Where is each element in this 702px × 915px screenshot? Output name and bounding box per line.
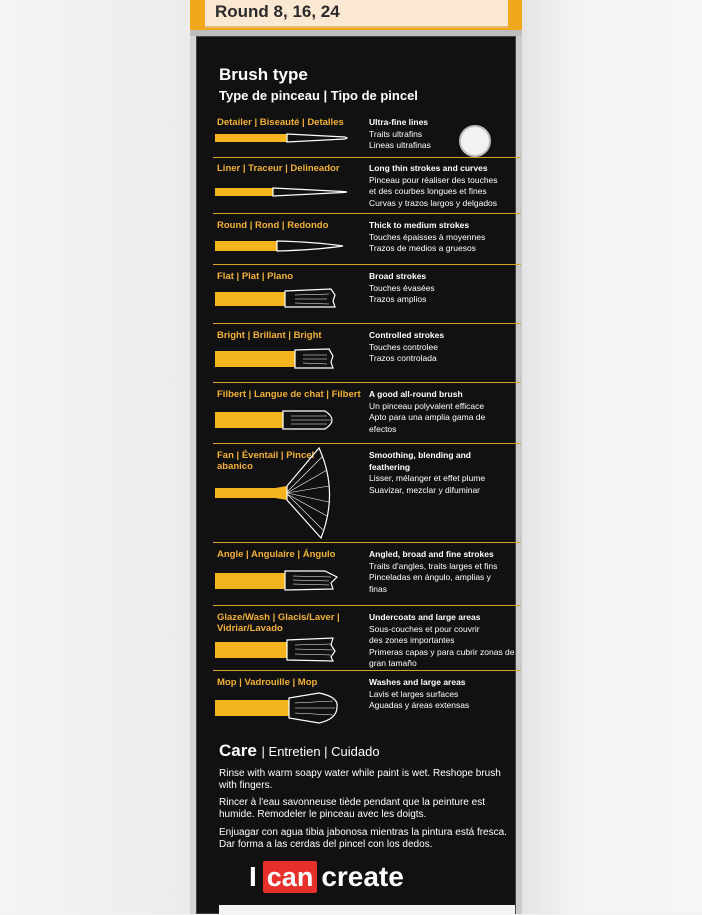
info-card [196, 36, 516, 914]
brush-row-bright [213, 326, 521, 383]
brush-row-liner [213, 159, 521, 214]
brush-description: Undercoats and large areas Sous-couches et pour couvrir des zones importantes Primeras capas y para cubrir zonas de gran tamaño [369, 612, 515, 668]
care-title: Care | Entretien | Cuidado [219, 741, 380, 760]
brush-name: Angle | Angulaire | Ángulo [217, 549, 336, 560]
detailer-brush-icon [215, 131, 365, 145]
brush-package [190, 0, 522, 914]
brush-name: Bright | Brillant | Bright [217, 330, 322, 341]
brush-description: Angled, broad and fine strokes Traits d'angles, traits larges et fins Pinceladas en ángulo, amplias y finas [369, 549, 498, 594]
brush-name: Liner | Traceur | Delineador [217, 163, 340, 174]
brush-row-mop [213, 673, 521, 729]
brush-row-round [213, 216, 521, 265]
background-left [0, 0, 190, 914]
brush-row-glaze-wash [213, 608, 521, 671]
brush-row-filbert [213, 385, 521, 444]
brush-row-detailer [213, 113, 521, 158]
brush-row-flat [213, 267, 521, 324]
brush-type-title: Brush type [219, 65, 308, 84]
icancreate-logo: I can create [249, 861, 404, 892]
round-brush-icon [215, 238, 365, 254]
fan-brush-icon [215, 446, 365, 542]
size-label-text: Round 8, 16, 24 [215, 2, 340, 21]
brush-description: Broad strokes Touches évasées Trazos amplios [369, 271, 435, 304]
background-right [522, 0, 702, 914]
brush-description: Ultra-fine lines Traits ultrafins Lineas ultrafinas [369, 117, 431, 150]
brush-description: Thick to medium strokes Touches épaisses à moyennes Trazos de medios a gruesos [369, 220, 486, 253]
brush-description: Long thin strokes and curves Pinceau pour réaliser des touches et des courbes longues et fines Curvas y trazos largos y delgados [369, 163, 498, 208]
brush-name: Mop | Vadrouille | Mop [217, 677, 318, 688]
flat-brush-icon [215, 287, 365, 311]
mop-brush-icon [215, 691, 365, 725]
liner-brush-icon [215, 185, 365, 199]
filbert-brush-icon [215, 407, 365, 433]
care-english: Rinse with warm soapy water while paint is wet. Reshope brush with fingers. [219, 768, 501, 791]
care-spanish: Enjuagar con agua tibia jabonosa mientras la pintura está fresca. Dar forma a las cerdas del pincel con los dedos. [219, 827, 507, 850]
glaze-wash-brush-icon [215, 636, 365, 664]
brush-name: Filbert | Langue de chat | Filbert [217, 389, 361, 400]
brush-type-subtitle: Type de pinceau | Tipo de pincel [219, 88, 418, 103]
brush-description: Smoothing, blending and feathering Lisser, mélanger et effet plume Suavizar, mezclar y difuminar [369, 450, 486, 495]
brush-name: Detailer | Biseauté | Detalles [217, 117, 344, 128]
angle-brush-icon [215, 567, 365, 595]
brush-name: Glaze/Wash | Glacis/Laver | Vidriar/Lavado [217, 612, 340, 634]
size-label [205, 0, 508, 28]
care-french: Rincer à l'eau savonneuse tiède pendant que la peinture est humide. Remodeler le pinceau avec les doigts. [219, 797, 485, 820]
brush-description: Washes and large areas Lavis et larges surfaces Aguadas y áreas extensas [369, 677, 470, 710]
brush-name: Fan | Éventail | Pincel abanico [217, 450, 315, 472]
bright-brush-icon [215, 346, 365, 372]
care-subtitle: | Entretien | Cuidado [261, 744, 380, 759]
brush-row-angle [213, 545, 521, 606]
brush-row-fan [213, 446, 521, 543]
brush-description: A good all-round brush Un pinceau polyvalent efficace Apto para una amplia gama de efectos [369, 389, 486, 434]
brush-name: Flat | Plat | Plano [217, 271, 294, 282]
brush-name: Round | Rond | Redondo [217, 220, 329, 231]
brush-description: Controlled strokes Touches controlee Trazos controlada [369, 330, 445, 363]
